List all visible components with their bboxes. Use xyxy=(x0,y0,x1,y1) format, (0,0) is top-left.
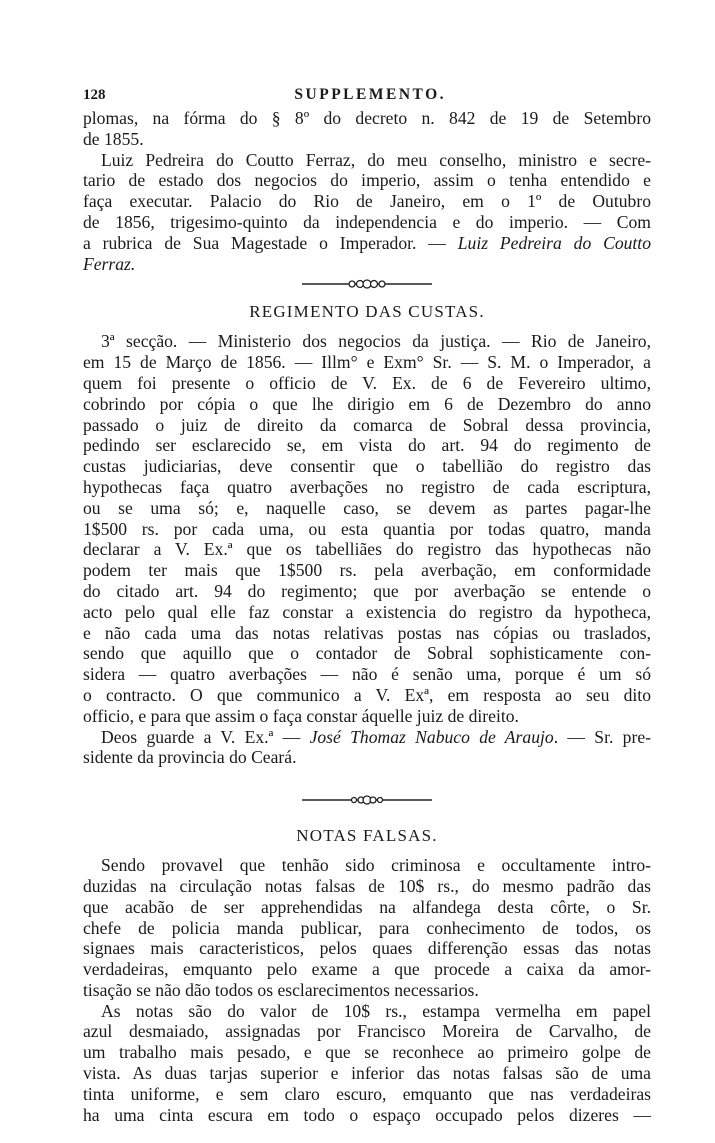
text-span: Deos guarde a V. Ex.ª — xyxy=(101,726,310,747)
text-line xyxy=(83,727,651,748)
text-line: de 1856, trigesimo-quinto da independencia e do imperio. — Com xyxy=(83,211,651,232)
text-line: que acabão de ser apprehendidas na alfandega desta côrte, o Sr. xyxy=(83,896,651,917)
text-line: podem ter mais que 1$500 rs. pela averbação, em conformidade xyxy=(83,560,651,581)
text-line: tisação se não dão todos os esclarecimentos necessarios. xyxy=(83,979,479,1000)
text-span: a rubrica de Sua Magestade o Imperador. — xyxy=(83,232,458,253)
text-line: e não cada uma das notas relativas postas nas cópias ou traslados, xyxy=(83,622,651,643)
text-line: ou se uma só; e, naquelle caso, se devem as partes pagar-lhe xyxy=(83,497,651,518)
text-line: chefe de policia manda publicar, para conhecimento de todos, os xyxy=(83,917,651,938)
page-number: 128 xyxy=(83,87,106,103)
text-line: o contracto. O que communico a V. Exª, em resposta ao seu dito xyxy=(83,684,651,705)
signature-text: José Thomaz Nabuco de Araujo xyxy=(309,726,554,747)
text-line: sidente da provincia do Ceará. xyxy=(83,747,297,768)
running-title: SUPPLEMENTO. xyxy=(294,86,446,103)
signature-text: Luiz Pedreira do Coutto xyxy=(457,232,651,253)
text-line: pedindo ser esclarecido se, em vista do art. 94 do regimento de xyxy=(83,435,651,456)
text-line: hypothecas faça quatro averbações no registro de cada escriptura, xyxy=(83,476,651,497)
text-line: passado o juiz de direito da comarca de Sobral dessa provincia, xyxy=(83,414,651,435)
text-line: tario de estado dos negocios do imperio, assim o tenha entendido e xyxy=(83,170,651,191)
text-line: do citado art. 94 do regimento; que por averbação se entende o xyxy=(83,580,651,601)
section-heading-notas-falsas: NOTAS FALSAS. xyxy=(296,826,438,846)
text-line: faça executar. Palacio do Rio de Janeiro, em o 1º de Outubro xyxy=(83,191,651,212)
notas-falsas-text xyxy=(83,855,651,1125)
text-line xyxy=(83,233,651,254)
regimento-das-custas-text xyxy=(83,331,651,768)
text-line: Sendo provavel que tenhão sido criminosa e occultamente intro- xyxy=(101,855,651,876)
text-line: sendo que aquillo que o contador de Sobral sophisticamente con- xyxy=(83,643,651,664)
text-line: 1$500 rs. por cada uma, ou esta quantia por todas quatro, manda xyxy=(83,518,651,539)
text-line: signaes mais caracteristicos, pelos quaes differenção essas das notas xyxy=(83,938,651,959)
section-heading-regimento: REGIMENTO DAS CUSTAS. xyxy=(249,302,485,322)
text-line: 3ª secção. — Ministerio dos negocios da justiça. — Rio de Janeiro, xyxy=(101,331,651,352)
text-line: duzidas na circulação notas falsas de 10$ rs., do mesmo padrão das xyxy=(83,875,651,896)
text-line: quem foi presente o officio de V. Ex. de 6 de Fevereiro ultimo, xyxy=(83,372,651,393)
text-line: cobrindo por cópia o que lhe dirigio em 6 de Dezembro do anno xyxy=(83,393,651,414)
text-line: declarar a V. Ex.ª que os tabelliães do registro das hypothecas não xyxy=(83,539,651,560)
signature-text: Ferraz. xyxy=(83,253,136,274)
decree-conclusion xyxy=(83,108,651,274)
text-line: ha uma cinta escura em todo o espaço occupado pelos dizeres — xyxy=(83,1104,651,1125)
ornament-divider xyxy=(302,794,432,806)
text-line: verdadeiras, emquanto pelo exame a que procede a caixa da amor- xyxy=(83,959,651,980)
text-line: sidera — quatro averbações — não é senão uma, porque é um só xyxy=(83,664,651,685)
ornament-divider xyxy=(302,278,432,290)
book-page xyxy=(83,86,651,1125)
running-header xyxy=(83,86,651,108)
text-line: de 1855. xyxy=(83,128,144,149)
text-line: acto pelo qual elle faz constar a existencia do registro da hypotheca, xyxy=(83,601,651,622)
text-span: . — Sr. pre- xyxy=(553,726,651,747)
text-line: vista. As duas tarjas superior e inferior das notas falsas são de uma xyxy=(83,1063,651,1084)
text-line: custas judiciarias, deve consentir que o tabellião do registro das xyxy=(83,456,651,477)
text-line: um trabalho mais pesado, e que se reconhece ao primeiro golpe de xyxy=(83,1042,651,1063)
text-line: tinta uniforme, e sem claro escuro, emquanto que nas verdadeiras xyxy=(83,1083,651,1104)
text-line: officio, e para que assim o faça constar áquelle juiz de direito. xyxy=(83,705,519,726)
text-line: em 15 de Março de 1856. — Illm° e Exm° Sr. — S. M. o Imperador, a xyxy=(83,352,651,373)
text-line: plomas, na fórma do § 8º do decreto n. 842 de 19 de Setembro xyxy=(83,108,651,128)
text-line: Luiz Pedreira do Coutto Ferraz, do meu conselho, ministro e secre- xyxy=(101,149,651,170)
text-line: As notas são do valor de 10$ rs., estampa vermelha em papel xyxy=(101,1000,651,1021)
text-line: azul desmaiado, assignadas por Francisco Moreira de Carvalho, de xyxy=(83,1021,651,1042)
text-line xyxy=(83,254,651,275)
